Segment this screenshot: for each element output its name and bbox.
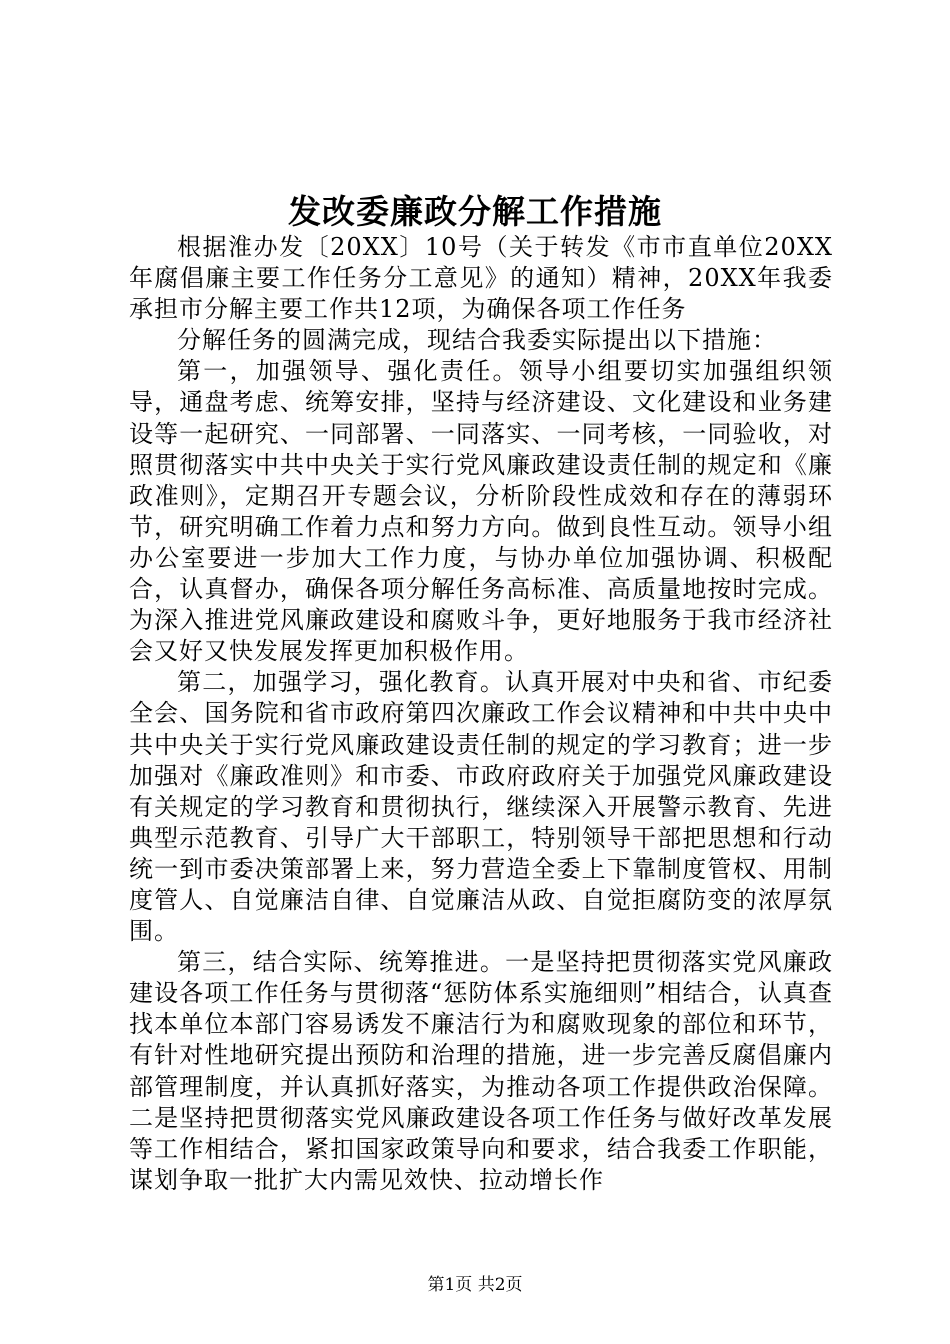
document-title: 发改委廉政分解工作措施: [288, 192, 662, 231]
paragraph-measure-two: 第二，加强学习，强化教育。认真开展对中央和省、市纪委全会、国务院和省市政府第四次廉政工作会议精神和中共中央中共中央关于实行党风廉政建设责任制的规定的学习教育；进一步加强对《廉政准则》和市委、市政府政府关于加强党风廉政建设有关规定的学习教育和贯彻执行，继续深入开展警示教育、先进典型示范教育、引导广大干部职工，特别领导干部把思想和行动统一到市委决策部署上来，努力营造全委上下靠制度管权、用制度管人、自觉廉洁自律、自觉廉洁从政、自觉拒腐防变的浓厚氛围。: [129, 668, 833, 946]
page-number-footer: 第1页 共2页: [427, 1275, 523, 1295]
paragraph-intro: 根据淮办发〔20XX〕10号（关于转发《市市直单位20XX年腐倡廉主要工作任务分工意见》的通知）精神，20XX年我委承担市分解主要工作共12项，为确保各项工作任务: [129, 233, 833, 324]
paragraph-measure-one: 第一，加强领导、强化责任。领导小组要切实加强组织领导，通盘考虑、统筹安排，坚持与经济建设、文化建设和业务建设等一起研究、一同部署、一同落实、一同考核，一同验收，对照贯彻落实中共中央关于实行党风廉政建设责任制的规定和《廉政准则》，定期召开专题会议，分析阶段性成效和存在的薄弱环节，研究明确工作着力点和努力方向。做到良性互动。领导小组办公室要进一步加大工作力度，与协办单位加强协调、积极配合，认真督办，确保各项分解任务高标准、高质量地按时完成。为深入推进党风廉政建设和腐败斗争，更好地服务于我市经济社会又好又快发展发挥更加积极作用。: [129, 357, 833, 666]
paragraph-measures-lead: 分解任务的圆满完成，现结合我委实际提出以下措施：: [177, 326, 777, 355]
paragraph-measure-three: 第三，结合实际、统筹推进。一是坚持把贯彻落实党风廉政建设各项工作任务与贯彻落“惩防体系实施细则”相结合，认真查找本单位本部门容易诱发不廉洁行为和腐败现象的部位和环节，有针对性地研究提出预防和治理的措施，进一步完善反腐倡廉内部管理制度，并认真抓好落实，为推动各项工作提供政治保障。二是坚持把贯彻落实党风廉政建设各项工作任务与做好改革发展等工作相结合，紧扣国家政策导向和要求，结合我委工作职能，谋划争取一批扩大内需见效快、拉动增长作: [129, 948, 833, 1194]
document-body: [129, 232, 833, 1196]
